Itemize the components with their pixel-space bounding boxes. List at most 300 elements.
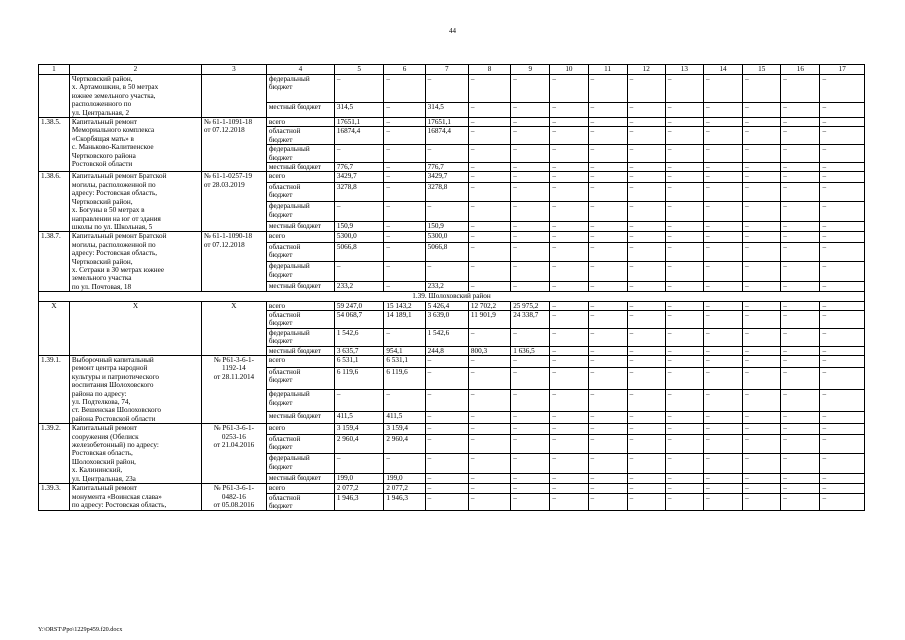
- table-cell: –: [550, 493, 588, 511]
- table-cell: –: [820, 367, 865, 389]
- table-cell: –: [781, 75, 820, 103]
- table-cell: –: [820, 356, 865, 368]
- table-cell: 12 702,2: [468, 301, 510, 310]
- table-cell: –: [550, 103, 588, 118]
- table-cell: –: [743, 182, 781, 202]
- table-cell: –: [627, 221, 665, 231]
- table-cell: –: [665, 390, 703, 412]
- table-cell: –: [511, 202, 550, 222]
- table-cell: –: [703, 118, 742, 127]
- table-cell: –: [425, 367, 468, 389]
- table-cell: –: [703, 163, 742, 172]
- table-cell: 411,5: [384, 412, 425, 424]
- table-cell: –: [468, 473, 510, 483]
- table-cell: –: [550, 390, 588, 412]
- table-cell: –: [703, 424, 742, 434]
- table-cell: 16874,4: [425, 127, 468, 145]
- table-cell: 199,0: [334, 473, 383, 483]
- table-cell: –: [703, 356, 742, 368]
- table-cell: Капитальный ремонт Мемориального комплекса «Скорбящая мать» в с. Маньково-Калитвенское Чертковского района Ростовской области: [69, 118, 201, 172]
- table-cell: –: [627, 145, 665, 163]
- table-cell: –: [820, 328, 865, 346]
- table-cell: № Р61-3-6-1- 0482-16 от 05.08.2016: [201, 484, 266, 511]
- table-cell: –: [820, 390, 865, 412]
- table-cell: –: [550, 328, 588, 346]
- table-cell: № 61-1-1091-18 от 07.12.2018: [201, 118, 266, 172]
- table-cell: –: [743, 242, 781, 262]
- table-row: [39, 356, 865, 368]
- table-cell: –: [703, 473, 742, 483]
- table-cell: 1 542,6: [334, 328, 383, 346]
- table-cell: –: [781, 493, 820, 511]
- table-cell: –: [743, 172, 781, 182]
- table-cell: 54 068,7: [334, 310, 383, 328]
- table-cell: –: [468, 356, 510, 368]
- table-cell: –: [384, 202, 425, 222]
- table-cell: –: [665, 346, 703, 355]
- table-cell: –: [665, 356, 703, 368]
- table-cell: –: [550, 434, 588, 454]
- table-cell: –: [665, 127, 703, 145]
- table-cell: областной бюджет: [266, 242, 334, 262]
- table-cell: –: [820, 310, 865, 328]
- col-header: 13: [665, 65, 703, 75]
- table-cell: –: [550, 75, 588, 103]
- table-cell: –: [588, 127, 627, 145]
- table-cell: –: [665, 202, 703, 222]
- table-cell: –: [550, 163, 588, 172]
- table-cell: –: [743, 232, 781, 242]
- table-cell: –: [627, 202, 665, 222]
- table-cell: –: [665, 182, 703, 202]
- table-cell: –: [468, 424, 510, 434]
- table-row: [39, 301, 865, 310]
- table-cell: –: [588, 301, 627, 310]
- table-cell: –: [550, 127, 588, 145]
- table-cell: –: [820, 202, 865, 222]
- table-cell: –: [425, 473, 468, 483]
- table-cell: 800,3: [468, 346, 510, 355]
- col-header: 12: [627, 65, 665, 75]
- table-cell: –: [384, 172, 425, 182]
- table-cell: –: [627, 163, 665, 172]
- table-cell: –: [743, 281, 781, 291]
- table-cell: 2 960,4: [334, 434, 383, 454]
- table-cell: федеральный бюджет: [266, 328, 334, 346]
- table-cell: –: [703, 328, 742, 346]
- table-cell: –: [743, 390, 781, 412]
- table-cell: –: [820, 232, 865, 242]
- table-cell: местный бюджет: [266, 346, 334, 355]
- table-cell: –: [468, 182, 510, 202]
- table-cell: –: [781, 346, 820, 355]
- table-cell: 15 143,2: [384, 301, 425, 310]
- table-cell: –: [743, 202, 781, 222]
- table-cell: –: [781, 434, 820, 454]
- table-cell: –: [820, 103, 865, 118]
- col-header: 8: [468, 65, 510, 75]
- budget-table: [38, 64, 865, 511]
- table-cell: –: [550, 262, 588, 282]
- table-cell: –: [627, 328, 665, 346]
- table-cell: –: [781, 473, 820, 483]
- table-cell: –: [703, 493, 742, 511]
- table-cell: –: [703, 484, 742, 493]
- table-cell: 776,7: [334, 163, 383, 172]
- table-cell: –: [588, 163, 627, 172]
- table-cell: –: [468, 412, 510, 424]
- table-cell: 17651,1: [334, 118, 383, 127]
- col-header: 5: [334, 65, 383, 75]
- table-cell: [201, 75, 266, 118]
- table-cell: –: [468, 172, 510, 182]
- col-header: 10: [550, 65, 588, 75]
- table-cell: –: [743, 346, 781, 355]
- table-cell: –: [781, 454, 820, 474]
- table-cell: 314,5: [425, 103, 468, 118]
- table-cell: –: [511, 221, 550, 231]
- table-cell: –: [627, 484, 665, 493]
- table-cell: –: [743, 356, 781, 368]
- table-cell: –: [384, 390, 425, 412]
- table-cell: –: [511, 242, 550, 262]
- section-header-row: [39, 292, 865, 301]
- table-cell: 5 426,4: [425, 301, 468, 310]
- col-header: 11: [588, 65, 627, 75]
- table-cell: –: [665, 118, 703, 127]
- table-cell: –: [425, 390, 468, 412]
- table-cell: –: [468, 262, 510, 282]
- table-cell: 17651,1: [425, 118, 468, 127]
- table-cell: Чертковский район, х. Артамошкин, в 50 метрах южнее земельного участка, расположенного по ул. Центральная, 2: [69, 75, 201, 118]
- table-cell: –: [820, 434, 865, 454]
- table-cell: 1.38.5.: [39, 118, 70, 172]
- table-cell: 1 636,5: [511, 346, 550, 355]
- table-cell: федеральный бюджет: [266, 390, 334, 412]
- col-header: 9: [511, 65, 550, 75]
- table-cell: всего: [266, 484, 334, 493]
- table-row: [39, 232, 865, 242]
- table-cell: –: [820, 301, 865, 310]
- table-cell: –: [425, 484, 468, 493]
- table-cell: областной бюджет: [266, 434, 334, 454]
- table-cell: –: [781, 356, 820, 368]
- table-body: [39, 65, 865, 511]
- table-cell: местный бюджет: [266, 163, 334, 172]
- table-cell: 6 119,6: [334, 367, 383, 389]
- table-cell: –: [588, 454, 627, 474]
- table-cell: –: [468, 127, 510, 145]
- table-cell: –: [820, 118, 865, 127]
- table-cell: 1 946,3: [384, 493, 425, 511]
- table-cell: –: [468, 118, 510, 127]
- table-cell: –: [468, 232, 510, 242]
- col-header: 3: [201, 65, 266, 75]
- table-cell: областной бюджет: [266, 182, 334, 202]
- table-row: [39, 118, 865, 127]
- table-cell: федеральный бюджет: [266, 454, 334, 474]
- table-cell: всего: [266, 301, 334, 310]
- table-cell: –: [665, 454, 703, 474]
- table-cell: 1.38.7.: [39, 232, 70, 292]
- table-cell: –: [703, 103, 742, 118]
- table-cell: –: [627, 232, 665, 242]
- table-cell: –: [384, 232, 425, 242]
- table-cell: 5066,8: [334, 242, 383, 262]
- table-cell: –: [703, 346, 742, 355]
- table-cell: –: [550, 346, 588, 355]
- table-cell: –: [781, 367, 820, 389]
- table-cell: –: [550, 172, 588, 182]
- table-cell: 3429,7: [334, 172, 383, 182]
- table-cell: –: [703, 232, 742, 242]
- table-cell: –: [820, 346, 865, 355]
- table-cell: –: [743, 424, 781, 434]
- table-cell: –: [511, 118, 550, 127]
- table-cell: 3 159,4: [384, 424, 425, 434]
- table-cell: –: [820, 172, 865, 182]
- table-cell: –: [743, 301, 781, 310]
- table-cell: –: [820, 473, 865, 483]
- table-cell: –: [743, 473, 781, 483]
- table-cell: 314,5: [334, 103, 383, 118]
- table-cell: –: [743, 118, 781, 127]
- table-cell: –: [743, 328, 781, 346]
- table-cell: –: [781, 182, 820, 202]
- table-cell: –: [703, 301, 742, 310]
- table-cell: –: [588, 103, 627, 118]
- table-cell: 3 635,7: [334, 346, 383, 355]
- table-cell: –: [511, 412, 550, 424]
- table-cell: 3 639,0: [425, 310, 468, 328]
- table-cell: –: [627, 424, 665, 434]
- table-cell: –: [665, 310, 703, 328]
- table-cell: –: [588, 434, 627, 454]
- table-cell: –: [781, 310, 820, 328]
- table-cell: –: [588, 473, 627, 483]
- table-cell: –: [820, 221, 865, 231]
- table-cell: 1.38.6.: [39, 172, 70, 232]
- table-cell: –: [384, 221, 425, 231]
- table-cell: –: [384, 454, 425, 474]
- table-cell: –: [743, 262, 781, 282]
- col-header: 14: [703, 65, 742, 75]
- table-cell: федеральный бюджет: [266, 145, 334, 163]
- table-cell: –: [820, 424, 865, 434]
- table-cell: 954,1: [384, 346, 425, 355]
- col-header: 16: [781, 65, 820, 75]
- table-cell: –: [511, 390, 550, 412]
- table-cell: 1.39.2.: [39, 424, 70, 484]
- table-cell: –: [743, 454, 781, 474]
- table-cell: –: [820, 454, 865, 474]
- table-cell: –: [665, 262, 703, 282]
- table-cell: –: [627, 301, 665, 310]
- table-cell: –: [588, 493, 627, 511]
- table-cell: –: [703, 390, 742, 412]
- table-cell: –: [820, 75, 865, 103]
- table-cell: –: [781, 328, 820, 346]
- table-cell: –: [468, 75, 510, 103]
- table-cell: –: [820, 281, 865, 291]
- table-cell: –: [781, 118, 820, 127]
- table-cell: –: [703, 127, 742, 145]
- table-cell: Х: [201, 301, 266, 355]
- table-row: [39, 75, 865, 103]
- table-cell: –: [627, 473, 665, 483]
- table-cell: 6 531,1: [334, 356, 383, 368]
- page-number: 44: [449, 27, 456, 35]
- section-title: 1.39. Шолоховский район: [39, 292, 865, 301]
- table-cell: 1.39.3.: [39, 484, 70, 511]
- table-cell: –: [627, 103, 665, 118]
- table-cell: –: [820, 182, 865, 202]
- table-cell: 6 531,1: [384, 356, 425, 368]
- table-cell: 24 338,7: [511, 310, 550, 328]
- table-cell: –: [665, 367, 703, 389]
- table-cell: –: [703, 172, 742, 182]
- table-cell: –: [550, 281, 588, 291]
- table-cell: –: [665, 163, 703, 172]
- table-cell: № 61-1-1090-18 от 07.12.2018: [201, 232, 266, 292]
- table-cell: 233,2: [334, 281, 383, 291]
- table-cell: –: [550, 473, 588, 483]
- table-cell: –: [588, 75, 627, 103]
- table-cell: –: [743, 127, 781, 145]
- table-cell: –: [665, 281, 703, 291]
- table-cell: –: [468, 145, 510, 163]
- table-cell: –: [820, 127, 865, 145]
- table-cell: 59 247,0: [334, 301, 383, 310]
- table-cell: 150,9: [425, 221, 468, 231]
- table-cell: 5300,0: [334, 232, 383, 242]
- table-cell: Х: [69, 301, 201, 355]
- table-cell: –: [627, 346, 665, 355]
- table-cell: –: [468, 454, 510, 474]
- table-cell: –: [743, 75, 781, 103]
- table-cell: –: [588, 310, 627, 328]
- table-cell: № 61-1-0257-19 от 28.03.2019: [201, 172, 266, 232]
- table-cell: –: [627, 172, 665, 182]
- table-cell: –: [425, 434, 468, 454]
- table-cell: Капитальный ремонт сооружения (Обелиск железобетонный) по адресу: Ростовская область, Шолоховский район, х. Калининский, ул. Центральная, 23а: [69, 424, 201, 484]
- file-path-footer: Y:\ORST\Ppo\1229p459.f20.docx: [38, 626, 123, 633]
- table-cell: –: [425, 262, 468, 282]
- table-cell: –: [550, 221, 588, 231]
- table-cell: областной бюджет: [266, 127, 334, 145]
- table-cell: –: [703, 262, 742, 282]
- table-cell: [39, 75, 70, 118]
- table-cell: № Р61-3-6-1- 1192-14 от 28.11.2014: [201, 356, 266, 424]
- table-cell: –: [550, 412, 588, 424]
- table-cell: –: [781, 390, 820, 412]
- table-cell: –: [703, 434, 742, 454]
- table-cell: –: [703, 454, 742, 474]
- table-cell: –: [334, 202, 383, 222]
- table-cell: –: [384, 127, 425, 145]
- table-cell: –: [665, 473, 703, 483]
- table-cell: 776,7: [425, 163, 468, 172]
- table-cell: –: [781, 145, 820, 163]
- table-cell: –: [665, 242, 703, 262]
- table-cell: –: [627, 118, 665, 127]
- table-cell: –: [588, 412, 627, 424]
- table-cell: –: [468, 163, 510, 172]
- table-cell: –: [468, 493, 510, 511]
- table-cell: –: [588, 484, 627, 493]
- table-cell: федеральный бюджет: [266, 75, 334, 103]
- table-cell: –: [665, 172, 703, 182]
- table-cell: –: [468, 434, 510, 454]
- table-cell: –: [425, 424, 468, 434]
- table-cell: местный бюджет: [266, 281, 334, 291]
- table-cell: –: [743, 484, 781, 493]
- table-cell: –: [425, 75, 468, 103]
- table-cell: –: [425, 412, 468, 424]
- table-cell: –: [425, 202, 468, 222]
- table-cell: областной бюджет: [266, 310, 334, 328]
- table-cell: –: [665, 232, 703, 242]
- table-cell: –: [665, 434, 703, 454]
- table-cell: –: [703, 182, 742, 202]
- column-number-row: [39, 65, 865, 75]
- table-cell: –: [334, 75, 383, 103]
- table-cell: –: [781, 281, 820, 291]
- table-cell: –: [468, 390, 510, 412]
- table-cell: –: [511, 172, 550, 182]
- table-cell: 1 542,6: [425, 328, 468, 346]
- table-cell: –: [820, 163, 865, 172]
- table-cell: 233,2: [425, 281, 468, 291]
- table-cell: –: [550, 424, 588, 434]
- table-cell: Выборочный капитальный ремонт центра народной культуры и патриотического воспитания Шолоховского района по адресу: ул. Подтелкова, 74, ст. Вешенская Шолоховского района Ростовской области: [69, 356, 201, 424]
- table-cell: –: [511, 163, 550, 172]
- table-cell: –: [627, 242, 665, 262]
- table-cell: –: [665, 301, 703, 310]
- table-cell: –: [665, 484, 703, 493]
- table-cell: –: [550, 367, 588, 389]
- table-cell: местный бюджет: [266, 473, 334, 483]
- table-cell: –: [511, 103, 550, 118]
- table-cell: местный бюджет: [266, 103, 334, 118]
- table-cell: –: [550, 484, 588, 493]
- table-cell: –: [468, 484, 510, 493]
- col-header: 7: [425, 65, 468, 75]
- table-cell: 3 159,4: [334, 424, 383, 434]
- table-cell: –: [588, 182, 627, 202]
- table-cell: –: [743, 103, 781, 118]
- table-cell: всего: [266, 232, 334, 242]
- table-cell: –: [384, 281, 425, 291]
- table-cell: –: [511, 328, 550, 346]
- table-cell: –: [781, 484, 820, 493]
- table-cell: –: [384, 103, 425, 118]
- table-cell: –: [588, 390, 627, 412]
- table-cell: 16874,4: [334, 127, 383, 145]
- table-cell: –: [743, 412, 781, 424]
- table-cell: –: [781, 262, 820, 282]
- table-cell: 1.39.1.: [39, 356, 70, 424]
- table-cell: –: [743, 163, 781, 172]
- table-cell: –: [384, 75, 425, 103]
- table-cell: Х: [39, 301, 70, 355]
- table-cell: 11 901,9: [468, 310, 510, 328]
- table-cell: областной бюджет: [266, 493, 334, 511]
- table-row: [39, 172, 865, 182]
- table-cell: –: [820, 145, 865, 163]
- table-cell: –: [468, 103, 510, 118]
- table-cell: –: [550, 454, 588, 474]
